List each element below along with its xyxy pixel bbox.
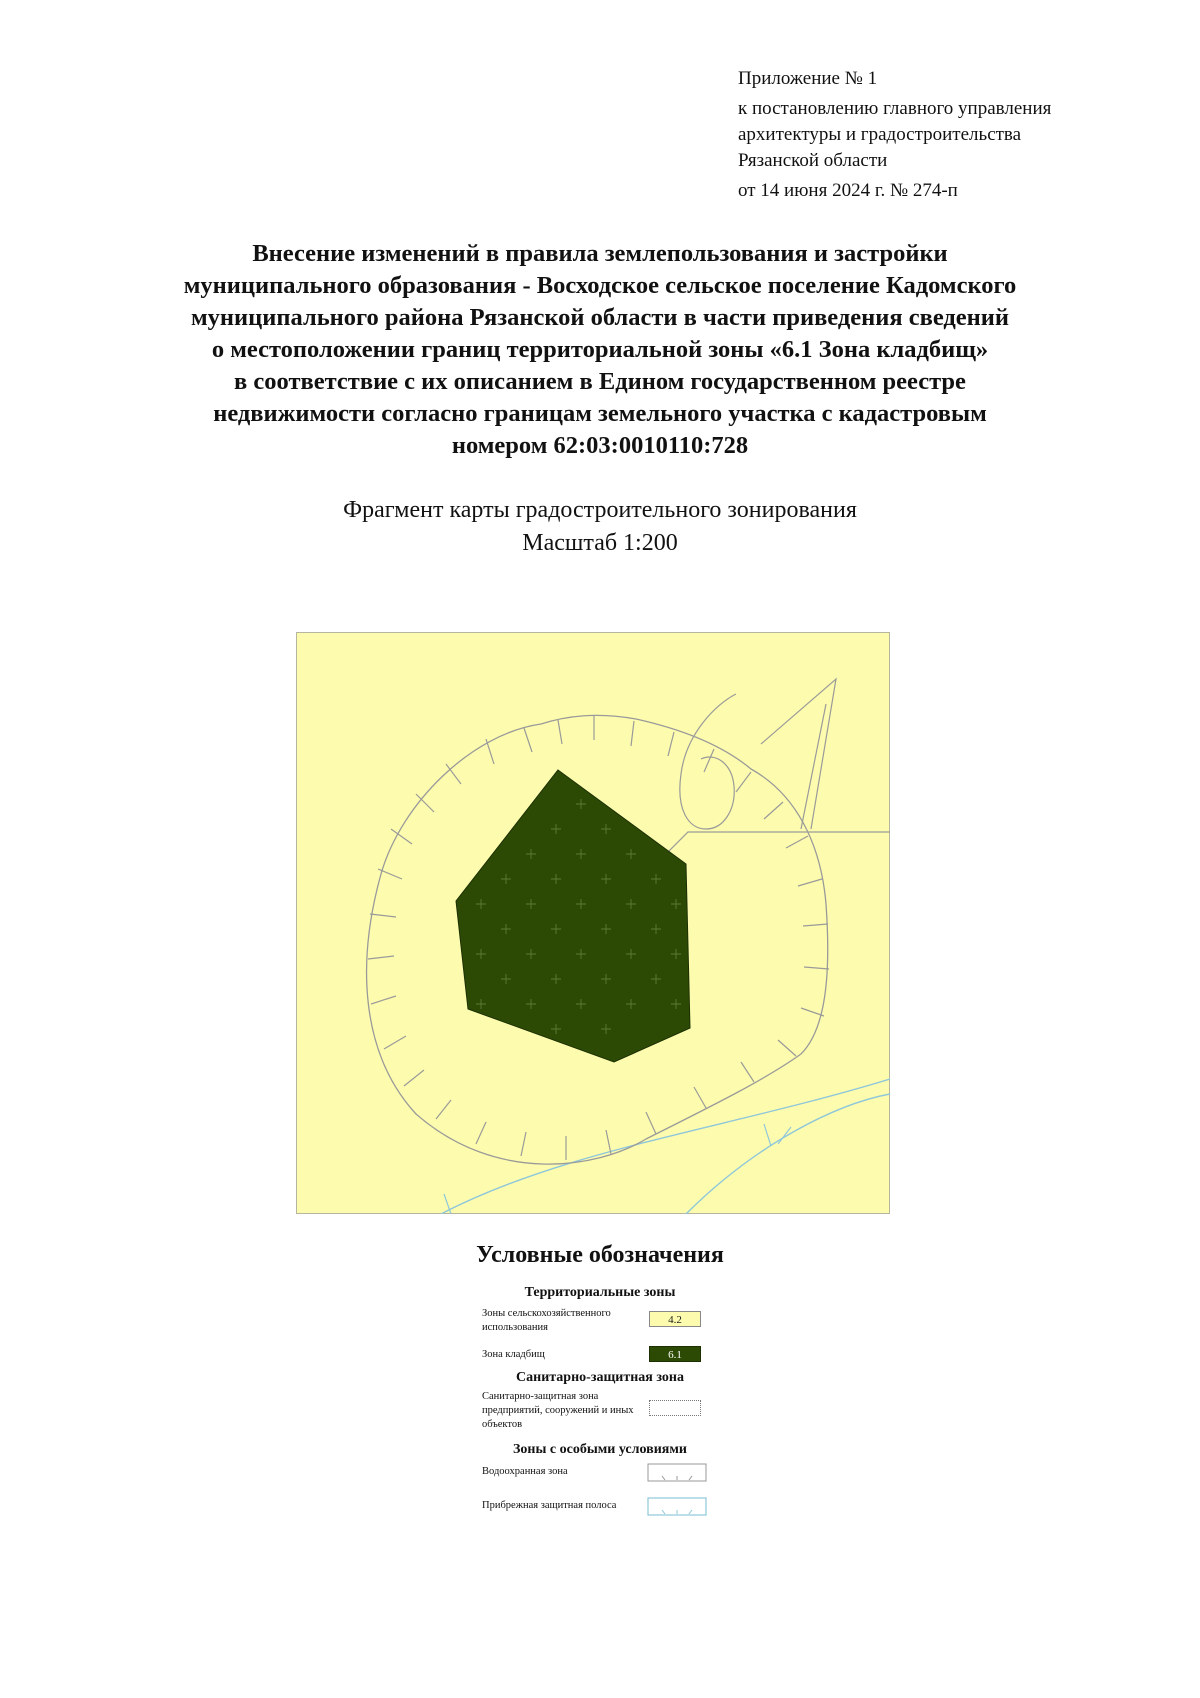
title-line: в соответствие с их описанием в Едином государственном реестре: [234, 368, 966, 395]
zoning-map: [296, 624, 890, 1214]
appendix-authority: архитектуры и градостроительства: [738, 124, 1022, 145]
legend-territorial-heading: Территориальные зоны: [524, 1285, 676, 1300]
legend-swatch-coastal-strip: [647, 1497, 709, 1517]
title-line: о местоположении границ территориальной зоны «6.1 Зона кладбищ»: [211, 336, 989, 363]
legend-sanitary-heading: Санитарно-защитная зона: [516, 1370, 684, 1385]
title-line: недвижимости согласно границам земельного участка с кадастровым: [213, 400, 987, 427]
legend-swatch-agricultural: 4.2: [649, 1311, 701, 1327]
map-scale: Масштаб 1:200: [522, 530, 678, 556]
legend-label-agricultural: Зоны сельскохозяйственного использования: [482, 1308, 611, 1333]
title-line: номером 62:03:0010110:728: [451, 432, 749, 459]
appendix-resolution: к постановлению главного управления: [738, 98, 1052, 119]
legend-swatch-cemetery: 6.1: [649, 1346, 701, 1362]
legend-swatch-water-protection: [647, 1463, 709, 1483]
legend-label-cemetery: Зона кладбищ: [482, 1349, 545, 1360]
appendix-date: от 14 июня 2024 г. № 274-п: [738, 180, 958, 201]
title-line: Внесение изменений в правила землепользования и застройки: [252, 240, 948, 267]
appendix-region: Рязанской области: [738, 150, 888, 171]
map-caption: [100, 494, 1100, 560]
legend-special-heading: Зоны с особыми условиями: [513, 1442, 687, 1457]
legend-label-coastal-strip: Прибрежная защитная полоса: [482, 1500, 617, 1511]
appendix-number: Приложение № 1: [738, 68, 878, 89]
map-caption-title: Фрагмент карты градостроительного зонирования: [343, 497, 857, 523]
appendix-block: [738, 66, 1178, 204]
legend-label-water-protection: Водоохранная зона: [482, 1466, 568, 1477]
title-line: муниципального района Рязанской области в части приведения сведений: [190, 304, 1010, 331]
legend-swatch-sanitary: [649, 1400, 701, 1416]
document-title: [90, 238, 1110, 462]
title-line: муниципального образования - Восходское сельское поселение Кадомского: [183, 272, 1017, 299]
legend-title: Условные обозначения: [476, 1242, 724, 1268]
legend-label-sanitary: Санитарно-защитная зона предприятий, сооружений и иных объектов: [482, 1391, 634, 1430]
